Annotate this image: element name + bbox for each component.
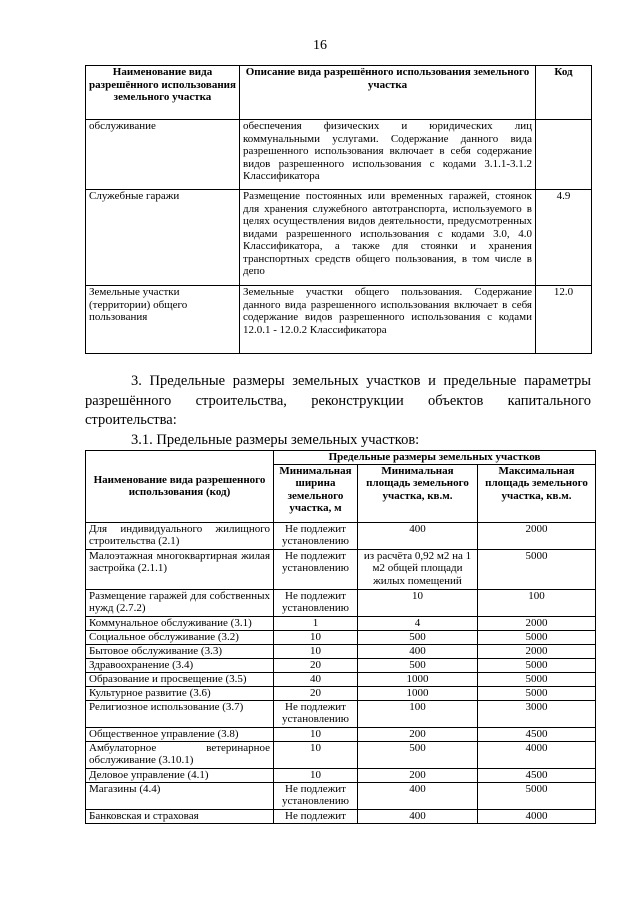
max-area-value: 5000 (478, 672, 596, 686)
min-width-value: Не подлежит установлению (274, 782, 358, 809)
max-area-value: 2000 (478, 522, 596, 549)
min-area-value: 400 (358, 809, 478, 823)
header-max-area: Максимальная площадь земельного участка, кв.м. (478, 464, 596, 522)
land-use-code: 4.9 (536, 190, 592, 286)
table-row (86, 782, 596, 809)
land-use-description: Размещение постоянных или временных гаражей, стоянок для хранения служебного автотранспорта, используемого в целях осуществления видов деятельности, предусмотренных видами разрешенного использования с кодами 3.0, 4.0 Классификатора, а также для стоянки и хранения транспортных средств общего пользования, в том числе в депо (240, 190, 536, 286)
min-area-value: 1000 (358, 672, 478, 686)
land-use-code (536, 120, 592, 190)
land-use-name: обслуживание (86, 120, 240, 190)
max-area-value: 4500 (478, 727, 596, 741)
land-use-code: 12.0 (536, 286, 592, 354)
max-area-value: 5000 (478, 686, 596, 700)
header-land-use-name: Наименование вида разрешенного использования (код) (86, 451, 274, 523)
table-row (86, 741, 596, 768)
min-area-value: 500 (358, 741, 478, 768)
min-area-value: 400 (358, 782, 478, 809)
table-row (86, 644, 596, 658)
table-row (86, 120, 592, 190)
min-area-value: 4 (358, 616, 478, 630)
min-width-value: 10 (274, 768, 358, 782)
min-width-value: Не подлежит установлению (274, 700, 358, 727)
min-width-value: Не подлежит установлению (274, 549, 358, 589)
land-use-name: Земельные участки (территории) общего пользования (86, 286, 240, 354)
table-row (86, 630, 596, 644)
header-size-limits-group: Предельные размеры земельных участков (274, 451, 596, 465)
land-use-name: Культурное развитие (3.6) (86, 686, 274, 700)
land-use-description: Земельные участки общего пользования. Содержание данного вида разрешенного использования включает в себя содержание видов разрешенного использования с кодами 12.0.1 - 12.0.2 Классификатора (240, 286, 536, 354)
table-header-row (86, 451, 596, 465)
section-heading: 3. Предельные размеры земельных участков и предельные параметры разрешённого строительства, реконструкции объектов капитального строительства: (85, 373, 591, 428)
table-row (86, 727, 596, 741)
min-width-value: 10 (274, 727, 358, 741)
min-width-value: 40 (274, 672, 358, 686)
table-row (86, 809, 596, 823)
max-area-value: 5000 (478, 549, 596, 589)
header-code: Код (536, 66, 592, 120)
header-land-use-description: Описание вида разрешённого использования земельного участка (240, 66, 536, 120)
min-width-value: 20 (274, 658, 358, 672)
max-area-value: 2000 (478, 616, 596, 630)
max-area-value: 5000 (478, 658, 596, 672)
min-area-value: 200 (358, 768, 478, 782)
land-use-name: Образование и просвещение (3.5) (86, 672, 274, 686)
land-use-name: Бытовое обслуживание (3.3) (86, 644, 274, 658)
table-row (86, 686, 596, 700)
min-width-value: Не подлежит установлению (274, 522, 358, 549)
max-area-value: 3000 (478, 700, 596, 727)
min-width-value: 10 (274, 630, 358, 644)
land-use-name: Деловое управление (4.1) (86, 768, 274, 782)
table-row (86, 522, 596, 549)
land-use-name: Общественное управление (3.8) (86, 727, 274, 741)
land-use-name: Социальное обслуживание (3.2) (86, 630, 274, 644)
header-min-area: Минимальная площадь земельного участка, кв.м. (358, 464, 478, 522)
min-width-value: 10 (274, 741, 358, 768)
min-area-value: 400 (358, 522, 478, 549)
table-row (86, 589, 596, 616)
min-area-value: 1000 (358, 686, 478, 700)
max-area-value: 2000 (478, 644, 596, 658)
max-area-value: 4000 (478, 809, 596, 823)
land-use-name: Для индивидуального жилищного строительства (2.1) (86, 522, 274, 549)
land-use-name: Магазины (4.4) (86, 782, 274, 809)
max-area-value: 5000 (478, 782, 596, 809)
land-use-name: Религиозное использование (3.7) (86, 700, 274, 727)
min-width-value: Не подлежит (274, 809, 358, 823)
table-row (86, 700, 596, 727)
table-row (86, 190, 592, 286)
land-use-description-table (85, 65, 592, 354)
subsection-heading: 3.1. Предельные размеры земельных участков: (131, 432, 420, 448)
min-area-value: 500 (358, 658, 478, 672)
table-row (86, 658, 596, 672)
table-header-row (86, 66, 592, 120)
header-land-use-name: Наименование вида разрешённого использования земельного участка (86, 66, 240, 120)
land-use-name: Размещение гаражей для собственных нужд (2.7.2) (86, 589, 274, 616)
min-area-value: 500 (358, 630, 478, 644)
header-min-width: Минимальная ширина земельного участка, м (274, 464, 358, 522)
min-area-value: 400 (358, 644, 478, 658)
min-area-value: из расчёта 0,92 м2 на 1 м2 общей площади жилых помещений (358, 549, 478, 589)
land-use-name: Здравоохранение (3.4) (86, 658, 274, 672)
table-row (86, 672, 596, 686)
land-use-name: Служебные гаражи (86, 190, 240, 286)
min-area-value: 200 (358, 727, 478, 741)
min-width-value: Не подлежит установлению (274, 589, 358, 616)
land-use-name: Банковская и страховая (86, 809, 274, 823)
max-area-value: 4000 (478, 741, 596, 768)
max-area-value: 100 (478, 589, 596, 616)
land-use-name: Амбулаторное ветеринарное обслуживание (3.10.1) (86, 741, 274, 768)
page-number: 16 (313, 38, 327, 53)
table-row (86, 616, 596, 630)
land-use-description: обеспечения физических и юридических лиц коммунальными услугами. Содержание данного вида разрешенного использования включает в себя содержание видов разрешенного использования с кодами 3.1.1-3.1.2 Классификатора (240, 120, 536, 190)
land-use-name: Коммунальное обслуживание (3.1) (86, 616, 274, 630)
table-row (86, 768, 596, 782)
table-row (86, 286, 592, 354)
table-row (86, 549, 596, 589)
min-area-value: 10 (358, 589, 478, 616)
max-area-value: 4500 (478, 768, 596, 782)
max-area-value: 5000 (478, 630, 596, 644)
min-width-value: 20 (274, 686, 358, 700)
land-plot-size-limits-table (85, 450, 596, 824)
land-use-name: Малоэтажная многоквартирная жилая застройка (2.1.1) (86, 549, 274, 589)
min-area-value: 100 (358, 700, 478, 727)
min-width-value: 10 (274, 644, 358, 658)
min-width-value: 1 (274, 616, 358, 630)
